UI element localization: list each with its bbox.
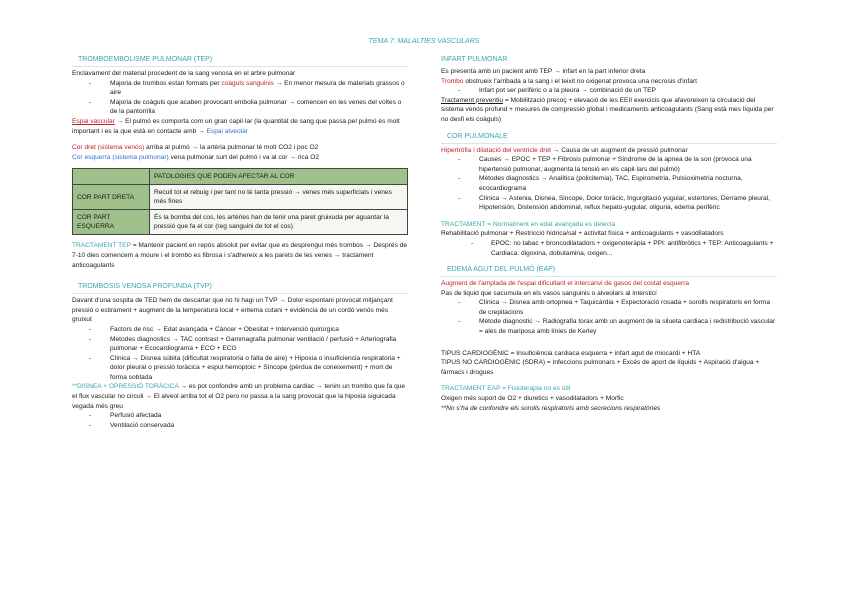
section-heading-tep: TROMBOEMBOLISME PULMONAR (TEP) (72, 55, 408, 67)
list-item: - Perfusió afectada (72, 411, 408, 421)
list-item: - Clínica → Disnea amb ortopnea + Taquicàrdia + Expectoració rosada + sorolls respiratoris en forma de crepitacions (441, 298, 777, 317)
list-item: - Majoria de trombos estan formats per coàguls sanguinis → En menor mesura de materials grassos o aire (72, 79, 408, 98)
page-title: TEMA 7: MALALTIES VASCULARS (368, 38, 480, 45)
section-heading-cor-pulmonale: COR PULMONALE (441, 132, 777, 144)
eap-note: **No s'ha de confondre els sorolls respiratoris amb secrecions respiratòries (441, 404, 661, 412)
section-heading-eap: EDEMA AGUT DEL PULMÓ (EAP) (441, 265, 777, 277)
left-column (72, 55, 408, 430)
right-column (441, 55, 777, 413)
tractament-eap-heading: TRACTAMENT EAP = Fisioterapia no es útil (441, 385, 571, 393)
tipus-cardiogenic: TIPUS CARDIOGÈNIC = Insuficiència cardiaca esquerra + infart agut de miocardi + HTA (441, 349, 701, 357)
table-cell: És la bomba del cos, les artèries han de tenir una paret gruixuda per aguantar la pressió que fa el cor (reg sanguini de tot el cos) (150, 210, 408, 235)
tvp-intro: Davant d'una sospita de TED hem de descartar que no hi hagi un TVP → Dolor espontani provocat mitjançant pressió o estirament + augment de la temperatura local + eritema cutani + evidència de un cordó venós més gruixut (72, 297, 393, 324)
list-item: - EPOC: no tabac + broncodilatadors + oxigenoteràpia + PPI: antifibròtics + TEP: Anticoagulants + Cardiaca: digoxina, dobutamina, oxigen... (441, 239, 777, 258)
espai-vascular: Espai vascular → El pulmó es comporta com un gran capil·lar (la quantitat de sang que passa pel pulmó és molt important i es la que està en contacte amb → Espai alveolar (72, 117, 400, 135)
tractament-tep: TRACTAMENT TEP = Mantenir pacient en repòs absolut per evitar que es desprengui més trombos → Després de 7-10 dies comencem a moure i el trombo es fibrosa i s'adhereix a les parets de les venes → tractament anticoagulants (72, 242, 408, 269)
list-item: - Mètodes diagnostics → Analítica (policitemia), TAC, Espirometria, Pulsioximetria nocturna, ecocardiograma (441, 174, 777, 193)
tep-intro: Enclavament del material procedent de la sang venosa en el arbre pulmonar (72, 70, 296, 77)
tractament-cor-heading: TRACTAMENT = Normalment en edat avançada es detecta (441, 220, 616, 228)
cor-esquerra: Cor esquerra (sistema pulmonar) vena pulmonar surt del pulmó i va al cor → rica O2 (72, 153, 320, 161)
infart-list (441, 86, 777, 96)
tvp-list (72, 325, 408, 383)
list-item: - Metodes diagnostics → TAC contrast + Gammagrafia pulmonar ventilació / perfusió + Arteriografia pulmonar + Ecocardiograma + ECO + ECG (72, 335, 408, 354)
list-item: - Mètode diagnostic → Radiografia torax amb un augment de la silueta cardiaca i redistribució vascular = ales de mariposa amb línies de Kerley (441, 317, 777, 336)
list-item: - Causes → EPOC + TEP + Fibrosis pulmonar + Síndrome de la apnea de la son (provoca una hipertensió pulmonar, augmenta la tensió en els capil·lars del pulmó) (441, 155, 777, 174)
tipus-no-cardiogenic: TIPUS NO CARDIOGÈNIC (SDRA) = Infeccions pulmonars + Excés de aport de líquids + Aspiració d'aigua + fàrmacs i drogues (441, 359, 760, 376)
tractament-eap-text: Oxigen més suport de O2 + diuretics + vasodilatadors + Morfic (441, 395, 624, 403)
list-item: - Infart pot ser perifèric o a la pleura → combinació de un TEP (441, 86, 777, 96)
eap-definition: Augment de l'amplada de l'espai dificultant el intercanvi de gasos del costat esquerra (441, 280, 690, 288)
eap-list (441, 298, 777, 336)
tvp-sub-list (72, 411, 408, 430)
list-item: - Clínica → Astenia, Disnea, Sincope, Dolor toràcic, Ingurgitació yugular, estertores, Derrame pleural, Hipotensión, Distensión abdominal, reflux hepato-yugular, oliguria, edema perifèric (441, 194, 777, 213)
disnea-note: **DISNEA + OPRESSIÓ TORÀCICA → es pot confondre amb un problema cardiac → tenim un trombo que fa que el flux vascular no circuli → El alveol arriba tot el O2 pero no passa a la sang provocat que la hipoxia siguicada vegada més greu (72, 383, 406, 410)
tep-list (72, 79, 408, 117)
eap-intro: Pas de liquid que sacumula en els vasos sanguinis o alveolars al intersticí (441, 289, 657, 297)
table-row (73, 210, 408, 235)
tractament-preventiu: Tractament preventiu = Mobilització precoç + elevació de les EEII exercicis que afavoreixen la circulació del sistema venós profund + mesures de compressió global i medicaments anticoagulants (Sang està mes líquida per no desfi els coàguls) (441, 96, 774, 123)
infart-line2: Trombo obstrueix l'arribada a la sang i el teixit no oxigenat provoca una necrosis d'infart (441, 77, 697, 85)
list-item: - Factors de risc → Edat avançada + Càncer + Obesitat + Intervenció quirúrgica (72, 325, 408, 335)
cor-dret: Cor dret (sistema venós) arriba al pulmó → la artèria pulmonar té molt CO2 i poc O2 (72, 144, 319, 152)
list-item: - Majoria de coàguls que acaben provocant embolia pulmonar → comencen en les venes del voltes o de la pantorrilla (72, 98, 408, 117)
table-row-label: COR PART ESQUERRA (73, 210, 150, 235)
infart-line1: Es presenta amb un pacient amb TEP → infart en la part inferior dreta (441, 68, 646, 75)
tractament-cor-text: Rehabilitació pulmonar + Restricció hídrica/sal + activitat física + anticoagulants + vasodilatadors (441, 230, 724, 238)
list-item: - Clínica → Disnea súbita (dificultat respiratoria o falta de aire) + Hipoxia o insuficiencia respiratoria + dolor pleural o pressió toràcica + esput hemoptoic + Síncope (pèrdua de coneixement) + mort de forma sobtada (72, 354, 408, 383)
table-header: PATOLOGIES QUE PODEN AFECTAR AL COR (150, 169, 408, 185)
section-heading-tvp: TROMBOSIS VENOSA PROFUNDA (TVP) (72, 282, 408, 294)
table-row (73, 185, 408, 210)
patologies-table (72, 168, 408, 235)
table-cell: Recull tot el rebuig i per tant no té tanta pressió → venes més superficials i venes més fines (150, 185, 408, 210)
hipertrofia: Hipertròfia i dilatació del ventricle dret → Causa de un augment de pressió pulmonar (441, 146, 688, 154)
section-heading-infart: INFART PULMONAR (441, 56, 508, 63)
table-corner (73, 169, 150, 185)
cor-sub-list (441, 239, 777, 258)
table-row-label: COR PART DRETA (73, 185, 150, 210)
cor-pulmonale-list (441, 155, 777, 213)
list-item: - Ventilació conservada (72, 421, 408, 431)
